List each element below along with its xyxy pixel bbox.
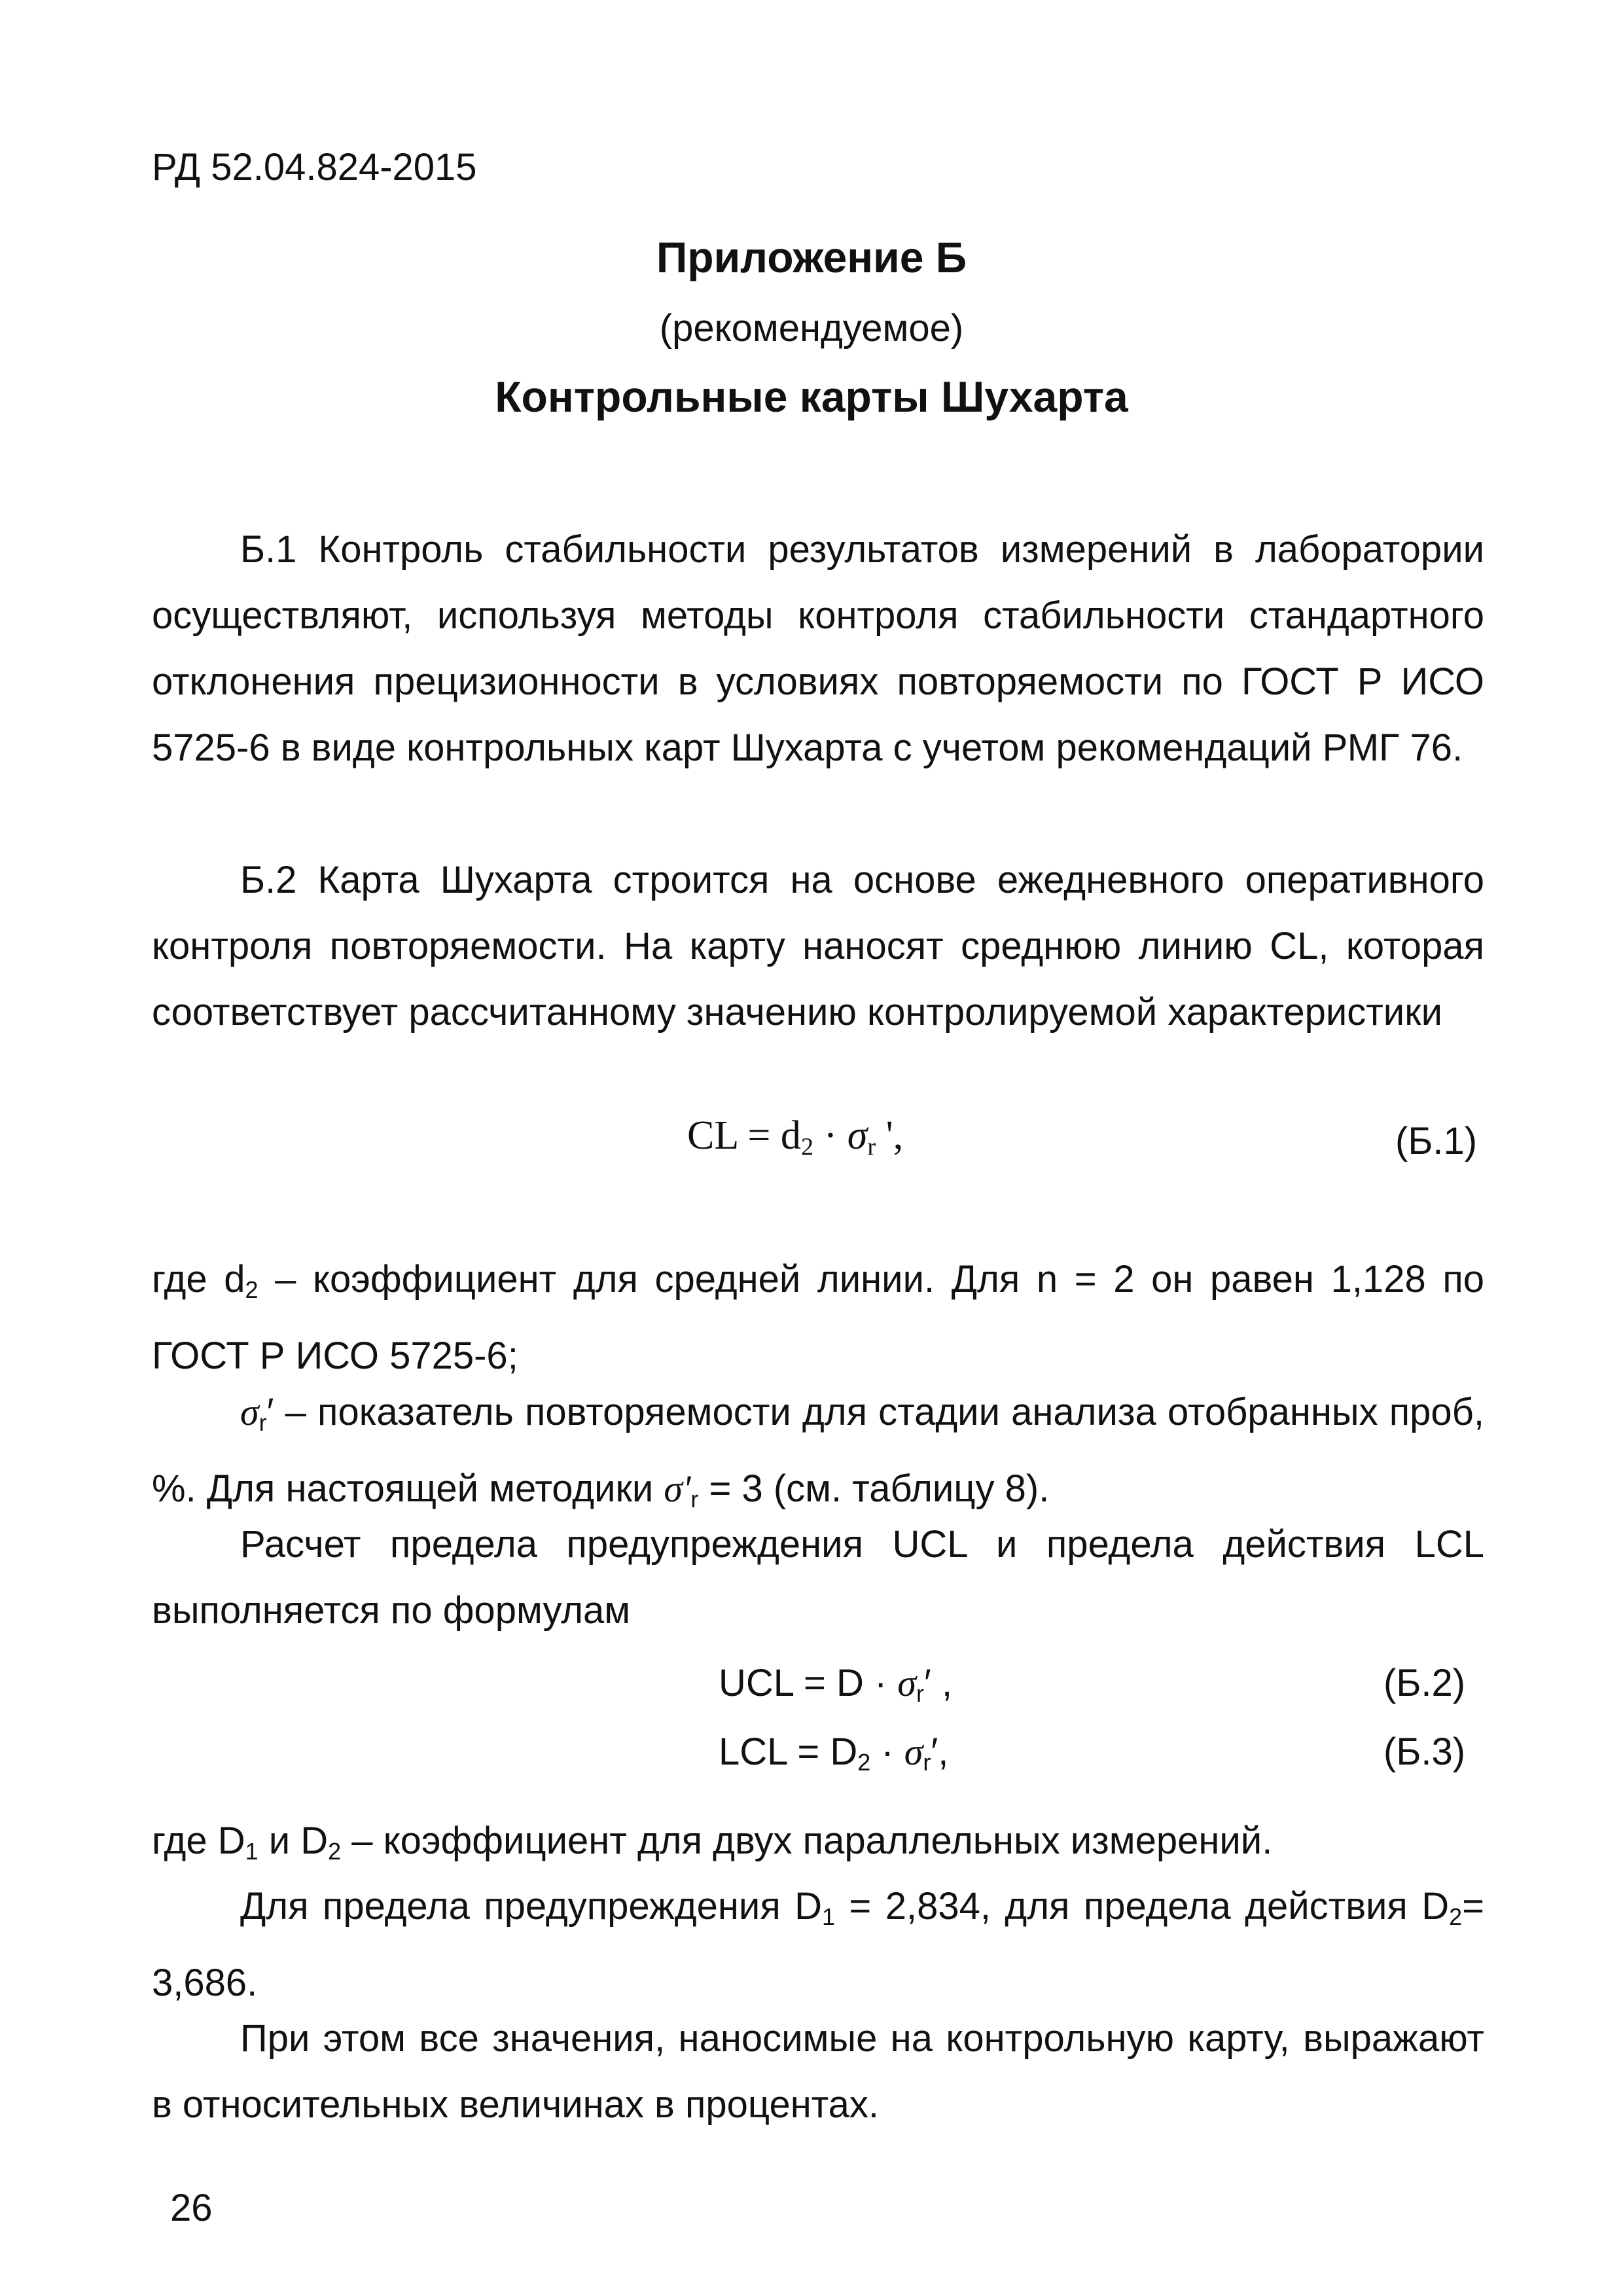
formula-ucl-lhs: UCL = D · bbox=[719, 1662, 898, 1704]
formula-cl-sigma-sub: r bbox=[867, 1133, 876, 1161]
d-values-sub1: 1 bbox=[822, 1903, 836, 1930]
formula-lcl-sub: 2 bbox=[857, 1748, 871, 1776]
sigma-text-post: = 3 (см. таблицу 8). bbox=[698, 1467, 1050, 1510]
appendix-title: Приложение Б bbox=[656, 233, 967, 281]
formula-lcl-tail: ′, bbox=[931, 1731, 949, 1773]
d-where-post: – коэффициент для двух параллельных измерений. bbox=[341, 1820, 1273, 1862]
formula-cl bbox=[687, 1113, 903, 1162]
d2-sub: 2 bbox=[245, 1276, 259, 1303]
d-where-sub1: 1 bbox=[245, 1837, 259, 1865]
formula-lcl-sigma: σ bbox=[904, 1731, 923, 1773]
paragraph-final: При этом все значения, наносимые на контрольную карту, выражают в относительных величинах в процентах. bbox=[152, 2017, 1484, 2126]
appendix-subtitle: (рекомендуемое) bbox=[659, 307, 964, 350]
paragraph-b2: Б.2 Карта Шухарта строится на основе ежедневного оперативного контроля повторяемости. На карту наносят среднюю линию CL, которая соответствует рассчитанному значению контролируемой характеристики bbox=[152, 859, 1484, 1033]
appendix-heading: Контрольные карты Шухарта bbox=[495, 372, 1128, 421]
formula-lcl-lhs: LCL = D bbox=[719, 1731, 858, 1773]
formula-ucl-sigma: σ bbox=[897, 1662, 917, 1704]
page-number: 26 bbox=[170, 2187, 213, 2229]
d-values-post: = 3,686. bbox=[152, 1885, 1484, 2004]
paragraph-d2-definition bbox=[152, 1246, 1484, 1389]
formula-cl-dot: · bbox=[813, 1113, 847, 1158]
formula-cl-sub: 2 bbox=[800, 1133, 814, 1161]
paragraph-b1: Б.1 Контроль стабильности результатов измерений в лаборатории осуществляют, используя методы контроля стабильности стандартного отклонения прецизионности в условиях повторяемости по ГОСТ Р ИСО 5725-6 в виде контрольных карт Шухарта с учетом рекомендаций РМГ 76. bbox=[152, 528, 1484, 769]
paragraph-ucl-lcl-intro: Расчет предела предупреждения UCL и предела действия LCL выполняется по формулам bbox=[152, 1523, 1484, 1632]
formula-cl-sigma: σ bbox=[847, 1113, 868, 1158]
document-code: РД 52.04.824-2015 bbox=[152, 146, 477, 188]
sigma-sub: r bbox=[259, 1408, 267, 1436]
paragraph-d-values bbox=[152, 1873, 1484, 2016]
formula-ucl bbox=[719, 1661, 952, 1708]
d-values-sub2: 2 bbox=[1449, 1903, 1463, 1930]
formula-lcl-sigma-sub: r bbox=[923, 1748, 931, 1776]
d-where-pre: где D bbox=[152, 1820, 245, 1862]
formula-cl-lhs: CL = d bbox=[687, 1113, 801, 1158]
equation-number-b1: (Б.1) bbox=[1395, 1120, 1478, 1162]
d-values-pre: Для предела предупреждения D bbox=[240, 1885, 823, 1928]
d-values-mid: = 2,834, для предела действия D bbox=[835, 1885, 1450, 1928]
formula-lcl-dot: · bbox=[870, 1731, 904, 1773]
sigma-text-pre: – показатель повторяемости для стадии анализа отобранных проб, %. Для настоящей методики bbox=[152, 1391, 1484, 1510]
sigma-value-symbol: σ' bbox=[664, 1467, 691, 1510]
paragraph-sigma-definition bbox=[152, 1379, 1484, 1532]
d2-where-post: – коэффициент для средней линии. Для n = 2 он равен 1,128 по ГОСТ Р ИСО 5725-6; bbox=[152, 1258, 1484, 1377]
sigma-symbol: σ bbox=[240, 1391, 259, 1433]
equation-number-b3: (Б.3) bbox=[1383, 1731, 1466, 1773]
d-where-sub2: 2 bbox=[328, 1837, 342, 1865]
sigma-prime: ′ bbox=[266, 1391, 274, 1433]
d-where-mid: и D bbox=[258, 1820, 329, 1862]
d2-where-pre: где d bbox=[152, 1258, 245, 1300]
equation-number-b2: (Б.2) bbox=[1383, 1662, 1466, 1704]
formula-cl-tail: ', bbox=[876, 1113, 904, 1158]
formula-ucl-tail: ′ , bbox=[924, 1662, 953, 1704]
formula-lcl bbox=[719, 1730, 948, 1776]
formula-ucl-sigma-sub: r bbox=[916, 1679, 924, 1707]
sigma-value-sub: r bbox=[690, 1485, 699, 1513]
